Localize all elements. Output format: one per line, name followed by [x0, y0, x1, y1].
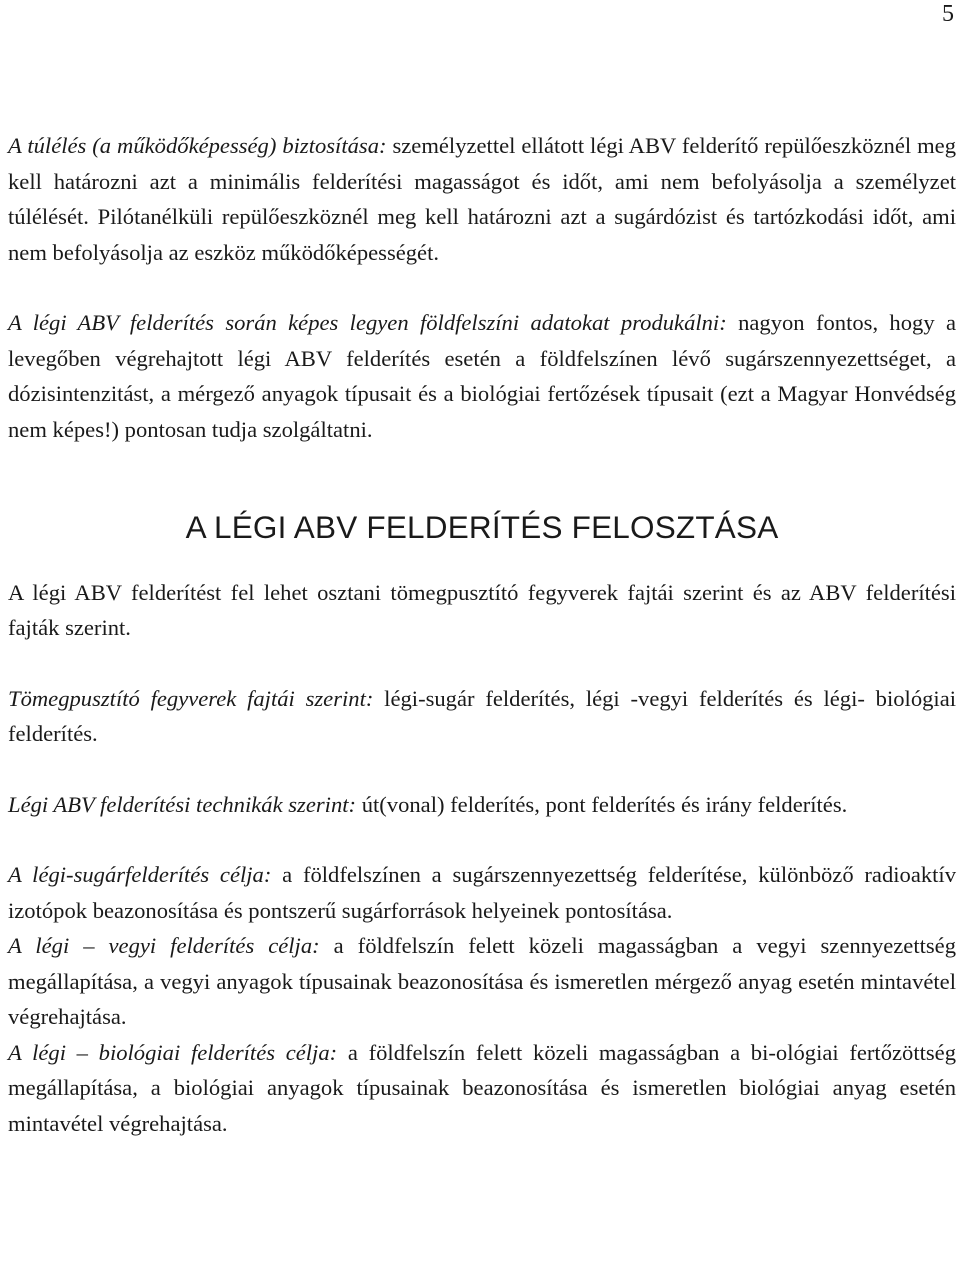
paragraph-lead: A légi – vegyi felderítés célja:: [8, 933, 320, 959]
paragraph-lead: A légi ABV felderítés során képes legyen földfelszíni adatokat produkálni:: [8, 310, 727, 335]
paragraph-lead: A légi – biológiai felderítés célja:: [8, 1039, 338, 1065]
paragraph-text: a földfelszín felett közeli magasságban a vegyi szennyezettség megállapítása, a vegyi anyagok típusainak beazonosítása és ismeretlen mérgező anyag esetén mintavétel végrehajtása.: [8, 933, 956, 1030]
paragraph-text: út(vonal) felderítés, pont felderítés és irány felderítés.: [356, 791, 848, 817]
paragraph-biological-recon: [8, 1035, 956, 1142]
paragraph-text: személyzettel ellátott légi ABV felderítő repülőeszköznél meg kell határozni azt a minimális felderítési magasságot és időt, ami nem befolyásolja a személyzet túlélését. Pilótanélküli repülőeszköznél meg kell határozni azt a sugárdózist és tartózkodási időt, ami nem befolyásolja az eszköz működőképességét.: [8, 133, 956, 265]
document-body: [8, 128, 956, 1141]
section-heading: A LÉGI ABV FELDERÍTÉS FELOSZTÁSA: [185, 509, 779, 545]
paragraph-lead: Légi ABV felderítési technikák szerint:: [8, 791, 357, 817]
page-number: 5: [942, 1, 954, 27]
paragraph-division-intro: [8, 575, 956, 646]
paragraph-text: nagyon fontos, hogy a levegőben végrehajtott légi ABV felderítés esetén a földfelszínen lévő sugárszennyezettséget, a dózisintenzitást, a mérgező anyagok típusait és a biológiai fertőzések típusait (ezt a Magyar Honvédség nem képes!) pontosan tudja szolgáltatni.: [8, 310, 956, 442]
paragraph-by-weapon-type: [8, 681, 956, 752]
paragraph-text: légi-sugár felderítés, légi -vegyi felderítés és légi- biológiai felderítés.: [8, 685, 956, 747]
paragraph-lead: A légi-sugárfelderítés célja:: [8, 862, 272, 888]
paragraph-text: a földfelszín felett közeli magasságban a bi-ológiai fertőzöttség megállapítása, a biológiai anyagok típusainak beazonosítása és ismeretlen biológiai anyag esetén mintavétel végrehajtása.: [8, 1039, 957, 1136]
paragraph-chemical-recon: [8, 928, 956, 1035]
paragraph-text: A légi ABV felderítést fel lehet osztani tömegpusztító fegyverek fajtái szerint és az ABV felderítési fajták szerint.: [8, 579, 956, 641]
paragraph-by-technique: [8, 787, 956, 823]
paragraph-lead: A túlélés (a működőképesség) biztosítása:: [8, 133, 387, 158]
paragraph-text: a földfelszínen a sugárszennyezettség felderítése, különböző radioaktív izotópok beazonosítása és pontszerű sugárforrások helyeinek pontosítása.: [8, 862, 956, 923]
paragraph-survival: [8, 128, 956, 270]
paragraph-ground-data: [8, 305, 956, 447]
paragraph-lead: Tömegpusztító fegyverek fajtái szerint:: [8, 685, 374, 711]
paragraph-radiation-recon: [8, 857, 956, 928]
